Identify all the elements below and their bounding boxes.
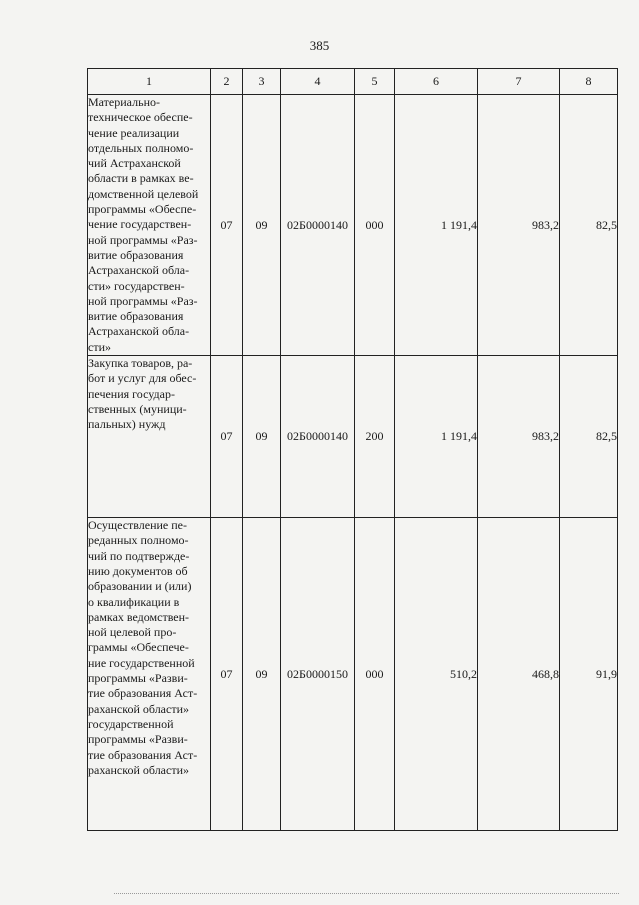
row-description: Закупка товаров, ра- бот и услуг для обес- печения государ- ственных (муници- пальных) нужд: [88, 356, 211, 518]
row-target-article: 02Б0000150: [281, 518, 355, 831]
header-cell-7: 7: [478, 69, 560, 95]
header-cell-1: 1: [88, 69, 211, 95]
row-percent: 82,5: [560, 356, 618, 518]
table-row: [88, 95, 618, 356]
row-target-article: 02Б0000140: [281, 95, 355, 356]
page-number: 385: [309, 38, 330, 53]
row-subsection: 09: [243, 95, 281, 356]
header-cell-3: 3: [243, 69, 281, 95]
budget-table: [87, 68, 618, 831]
header-cell-8: 8: [560, 69, 618, 95]
row-executed: 983,2: [478, 95, 560, 356]
row-expense-type: 000: [355, 95, 395, 356]
row-percent: 82,5: [560, 95, 618, 356]
header-cell-2: 2: [211, 69, 243, 95]
row-planned: 510,2: [395, 518, 478, 831]
row-expense-type: 000: [355, 518, 395, 831]
footer-divider: [114, 893, 619, 894]
row-planned: 1 191,4: [395, 95, 478, 356]
header-cell-6: 6: [395, 69, 478, 95]
row-planned: 1 191,4: [395, 356, 478, 518]
row-percent: 91,9: [560, 518, 618, 831]
row-section: 07: [211, 518, 243, 831]
row-expense-type: 200: [355, 356, 395, 518]
row-target-article: 02Б0000140: [281, 356, 355, 518]
table-row: [88, 518, 618, 831]
row-executed: 468,8: [478, 518, 560, 831]
header-cell-5: 5: [355, 69, 395, 95]
header-cell-4: 4: [281, 69, 355, 95]
header-row: [88, 69, 618, 95]
row-section: 07: [211, 95, 243, 356]
row-subsection: 09: [243, 356, 281, 518]
row-description: Осуществление пе- реданных полномо- чий по подтвержде- нию документов об образовании и (или) о квалификации в рамках ведомствен- ной целевой про- граммы «Обеспече- ние государственной программы «Разви- тие образования Аст- раханской области» государственной программы «Разви- тие образования Аст- раханской области»: [88, 518, 211, 831]
table-row: [88, 356, 618, 518]
row-description: Материально- техническое обеспе- чение реализации отдельных полномо- чий Астраханской области в рамках ве- домственной целевой программы «Обеспе- чение государствен- ной программы «Раз- витие образования Астраханской обла- сти» государствен- ной программы «Раз- витие образования Астраханской обла- сти»: [88, 95, 211, 356]
row-section: 07: [211, 356, 243, 518]
row-executed: 983,2: [478, 356, 560, 518]
row-subsection: 09: [243, 518, 281, 831]
